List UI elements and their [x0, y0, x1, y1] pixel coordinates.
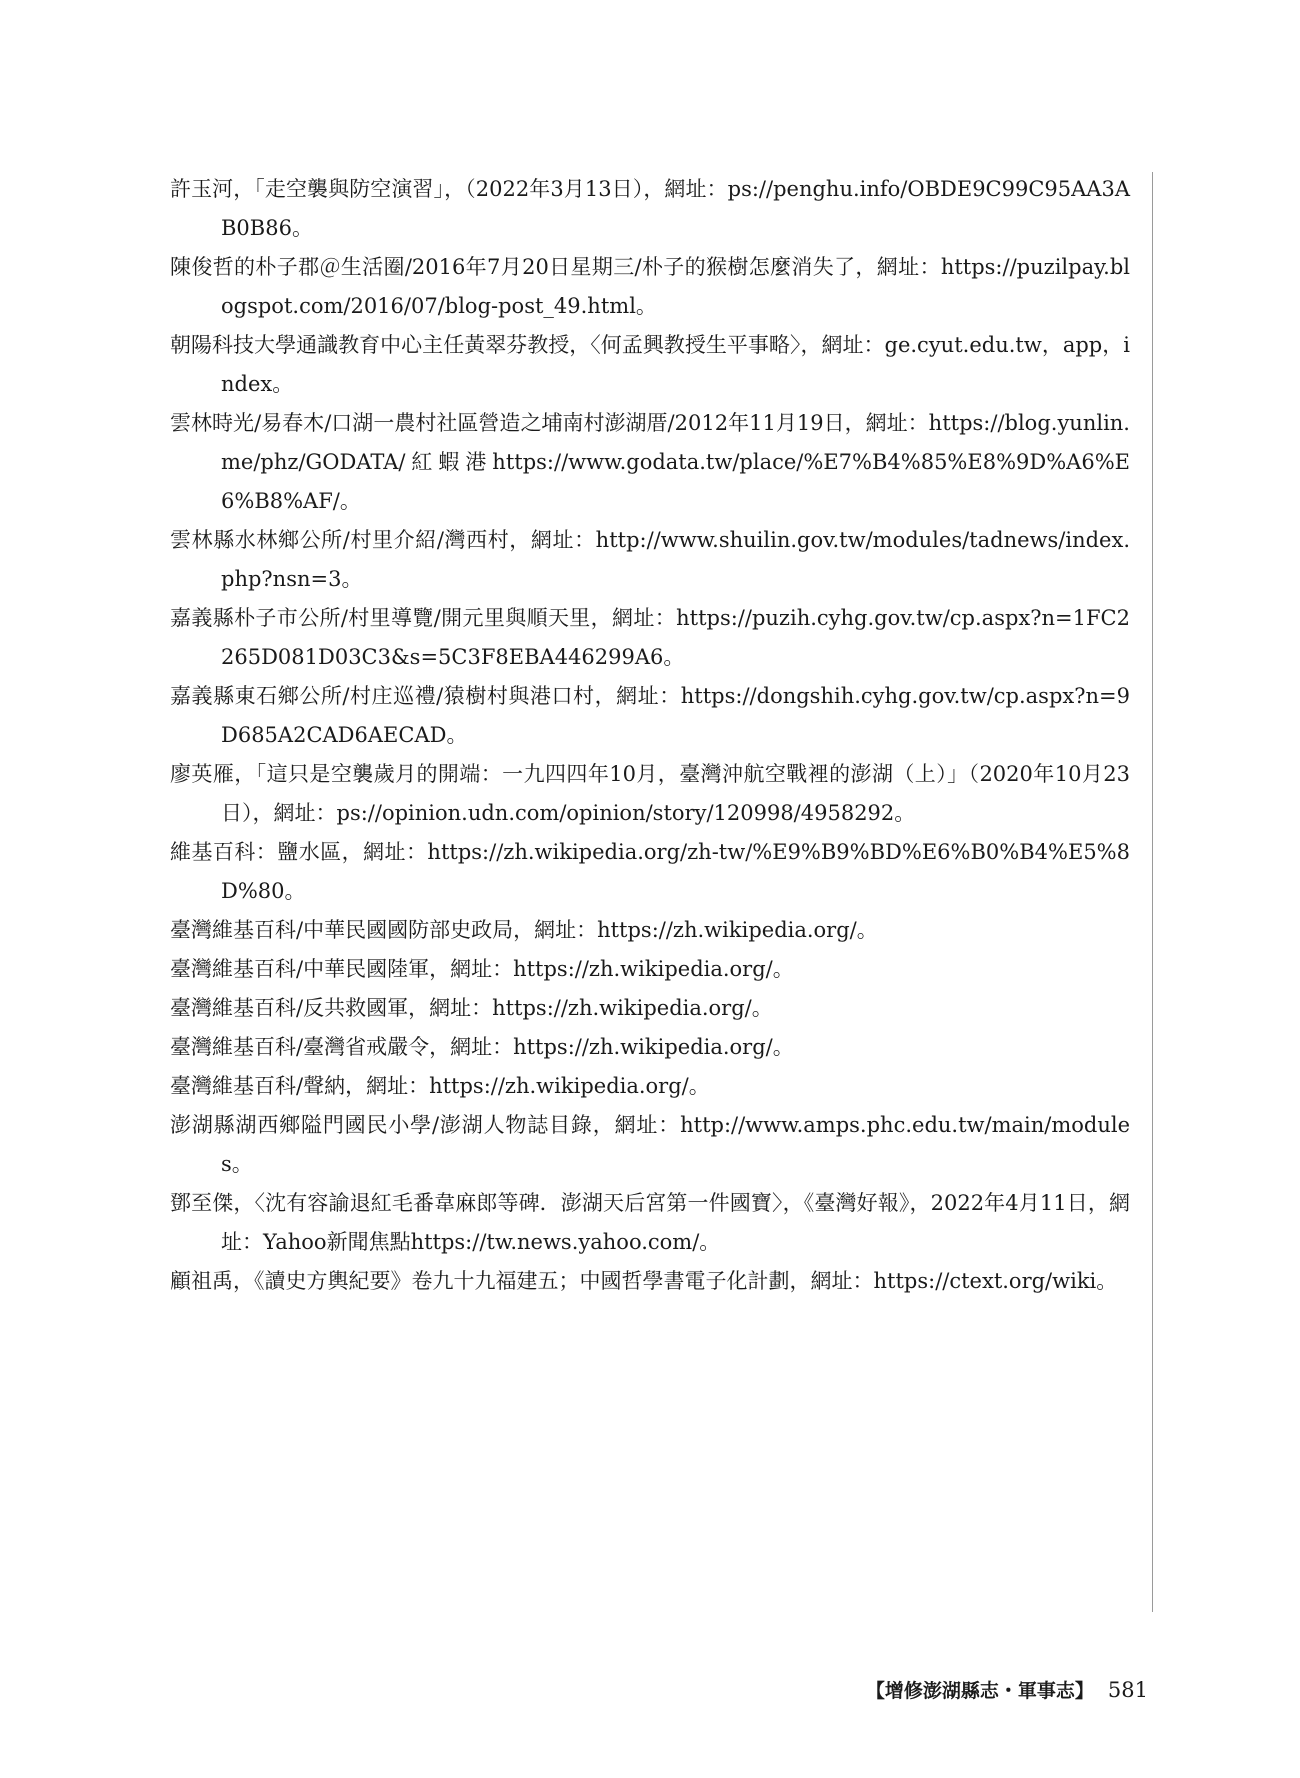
margin-rule	[1152, 172, 1153, 1612]
reference-entry: 朝陽科技大學通識教育中心主任黃翠芬教授，〈何孟興教授生平事略〉，網址：ge.cyut.edu.tw，app，index。	[170, 333, 1130, 396]
reference-entry: 臺灣維基百科/中華民國陸軍，網址：https://zh.wikipedia.org/。	[170, 957, 794, 981]
reference-entry: 臺灣維基百科/臺灣省戒嚴令，網址：https://zh.wikipedia.org/。	[170, 1035, 794, 1059]
book-title: 【增修澎湖縣志・軍事志】	[865, 1680, 1094, 1702]
reference-entry: 臺灣維基百科/中華民國國防部史政局，網址：https://zh.wikipedia.org/。	[170, 918, 878, 942]
reference-entry: 澎湖縣湖西鄉隘門國民小學/澎湖人物誌目錄，網址：http://www.amps.phc.edu.tw/main/modules。	[170, 1113, 1130, 1176]
reference-entry: 顧祖禹，《讀史方輿紀要》卷九十九福建五；中國哲學書電子化計劃，網址：https://ctext.org/wiki。	[170, 1269, 1118, 1293]
page-footer	[866, 1676, 1148, 1703]
reference-entry: 陳俊哲的朴子郡＠生活圈/2016年7月20日星期三/朴子的猴樹怎麼消失了，網址：https://puzilpay.blogspot.com/2016/07/blog-post_49.html。	[170, 255, 1130, 318]
reference-entry: 臺灣維基百科/聲納，網址：https://zh.wikipedia.org/。	[170, 1074, 710, 1098]
reference-entry: 許玉河，「走空襲與防空演習」，（2022年3月13日），網址：ps://penghu.info/OBDE9C99C95AA3AB0B86。	[170, 177, 1130, 240]
reference-entry: 臺灣維基百科/反共救國軍，網址：https://zh.wikipedia.org/。	[170, 996, 773, 1020]
reference-entry: 嘉義縣朴子市公所/村里導覽/開元里與順天里，網址：https://puzih.cyhg.gov.tw/cp.aspx?n=1FC2265D081D03C3&s=5C3F8EBA446299A6。	[170, 606, 1130, 669]
reference-entry: 嘉義縣東石鄉公所/村庄巡禮/猿樹村與港口村，網址：https://dongshih.cyhg.gov.tw/cp.aspx?n=9D685A2CAD6AECAD。	[170, 684, 1130, 747]
reference-entry: 廖英雁，「這只是空襲歲月的開端：一九四四年10月，臺灣沖航空戰裡的澎湖（上）」（2020年10月23日），網址：ps://opinion.udn.com/opinion/story/120998/4958292。	[170, 762, 1130, 825]
page-number: 581	[1107, 1678, 1148, 1702]
reference-entry: 鄧至傑，〈沈有容諭退紅毛番韋麻郎等碑．澎湖天后宮第一件國寶〉，《臺灣好報》，2022年4月11日，網址：Yahoo新聞焦點https://tw.news.yahoo.com/。	[170, 1191, 1130, 1254]
reference-list	[170, 170, 1130, 1301]
reference-entry: 維基百科：鹽水區，網址：https://zh.wikipedia.org/zh-tw/%E9%B9%BD%E6%B0%B4%E5%8D%80。	[170, 840, 1130, 903]
reference-entry: 雲林縣水林鄉公所/村里介紹/灣西村，網址：http://www.shuilin.gov.tw/modules/tadnews/index.php?nsn=3。	[170, 528, 1130, 591]
reference-entry: 雲林時光/易春木/口湖一農村社區營造之埔南村澎湖厝/2012年11月19日，網址：https://blog.yunlin.me/phz/GODATA/紅蝦港https://www.godata.tw/place/%E7%B4%85%E8%9D%A6%E6%B8%AF/。	[170, 411, 1130, 513]
